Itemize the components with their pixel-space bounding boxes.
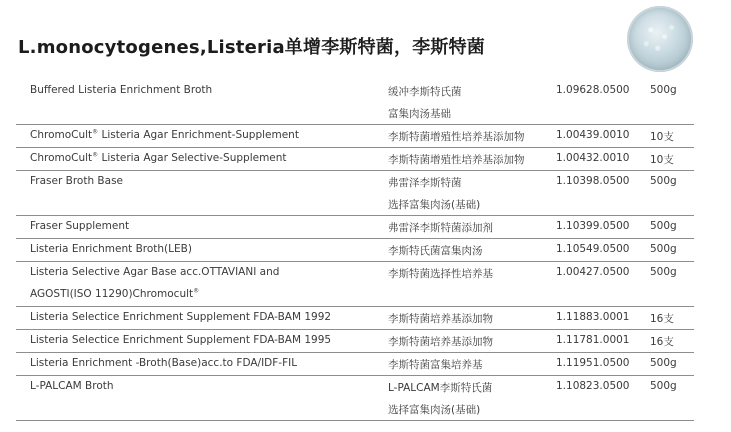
product-name: ChromoCult® Listeria Agar Enrichment-Supplement bbox=[30, 128, 299, 141]
package-size: 500g bbox=[650, 175, 677, 187]
product-name-chinese: 李斯特菌增殖性培养基添加物 bbox=[388, 131, 525, 143]
package-size: 500g bbox=[650, 380, 677, 392]
package-size: 10支 bbox=[650, 154, 674, 166]
product-name-chinese: 弗雷泽李斯特菌 bbox=[388, 177, 462, 189]
product-name: Listeria Enrichment -Broth(Base)acc.to FDA/IDF-FIL bbox=[30, 357, 298, 369]
package-size: 16支 bbox=[650, 313, 674, 325]
product-name-chinese: 李斯特菌增殖性培养基添加物 bbox=[388, 154, 525, 166]
product-name: Fraser Broth Base bbox=[30, 175, 124, 187]
product-table bbox=[16, 80, 694, 421]
catalog-number: 1.09628.0500 bbox=[556, 84, 630, 96]
product-name-chinese: 李斯特菌选择性培养基 bbox=[388, 268, 493, 280]
product-name: Fraser Supplement bbox=[30, 220, 130, 232]
product-name: AGOSTI(ISO 11290)Chromocult® bbox=[30, 287, 200, 300]
package-size: 500g bbox=[650, 357, 677, 369]
table-row bbox=[16, 148, 694, 171]
product-name-chinese: 李斯特氏菌富集肉汤 bbox=[388, 245, 483, 257]
product-name-chinese: L-PALCAM李斯特氏菌 bbox=[388, 382, 493, 394]
product-name: Listeria Selective Agar Base acc.OTTAVIANI and bbox=[30, 266, 280, 278]
catalog-number: 1.10399.0500 bbox=[556, 220, 630, 232]
catalog-number: 1.00427.0500 bbox=[556, 266, 630, 278]
table-row bbox=[16, 330, 694, 353]
catalog-number: 1.00439.0010 bbox=[556, 129, 630, 141]
catalog-number: 1.11883.0001 bbox=[556, 311, 630, 323]
catalog-number: 1.11781.0001 bbox=[556, 334, 630, 346]
catalog-number: 1.00432.0010 bbox=[556, 152, 630, 164]
product-name: Listeria Selectice Enrichment Supplement FDA-BAM 1992 bbox=[30, 311, 332, 323]
table-row bbox=[16, 353, 694, 376]
product-name-chinese: 李斯特菌培养基添加物 bbox=[388, 336, 493, 348]
package-size: 500g bbox=[650, 243, 677, 255]
product-name-chinese: 选择富集肉汤(基础) bbox=[388, 199, 481, 211]
product-name: L-PALCAM Broth bbox=[30, 380, 114, 392]
product-name-chinese: 弗雷泽李斯特菌添加剂 bbox=[388, 222, 493, 234]
package-size: 16支 bbox=[650, 336, 674, 348]
table-row bbox=[16, 307, 694, 330]
product-name-chinese: 李斯特菌培养基添加物 bbox=[388, 313, 493, 325]
table-row bbox=[16, 376, 694, 421]
product-name: ChromoCult® Listeria Agar Selective-Supplement bbox=[30, 151, 287, 164]
table-row bbox=[16, 239, 694, 262]
product-name-chinese: 李斯特菌富集培养基 bbox=[388, 359, 483, 371]
table-row bbox=[16, 80, 694, 125]
package-size: 500g bbox=[650, 266, 677, 278]
page-title: L.monocytogenes,Listeria单增李斯特菌，李斯特菌 bbox=[18, 37, 486, 58]
product-name-chinese: 选择富集肉汤(基础) bbox=[388, 404, 481, 416]
table-row bbox=[16, 125, 694, 148]
catalog-number: 1.11951.0500 bbox=[556, 357, 630, 369]
petri-dish-image bbox=[627, 6, 693, 72]
package-size: 500g bbox=[650, 84, 677, 96]
product-name: Listeria Enrichment Broth(LEB) bbox=[30, 243, 192, 255]
product-name: Buffered Listeria Enrichment Broth bbox=[30, 84, 213, 96]
catalog-number: 1.10823.0500 bbox=[556, 380, 630, 392]
product-name: Listeria Selectice Enrichment Supplement FDA-BAM 1995 bbox=[30, 334, 332, 346]
table-row bbox=[16, 171, 694, 216]
table-row bbox=[16, 262, 694, 307]
package-size: 500g bbox=[650, 220, 677, 232]
table-row bbox=[16, 216, 694, 239]
package-size: 10支 bbox=[650, 131, 674, 143]
product-name-chinese: 缓冲李斯特氏菌 bbox=[388, 86, 462, 98]
catalog-number: 1.10549.0500 bbox=[556, 243, 630, 255]
catalog-number: 1.10398.0500 bbox=[556, 175, 630, 187]
product-name-chinese: 富集肉汤基础 bbox=[388, 108, 451, 120]
